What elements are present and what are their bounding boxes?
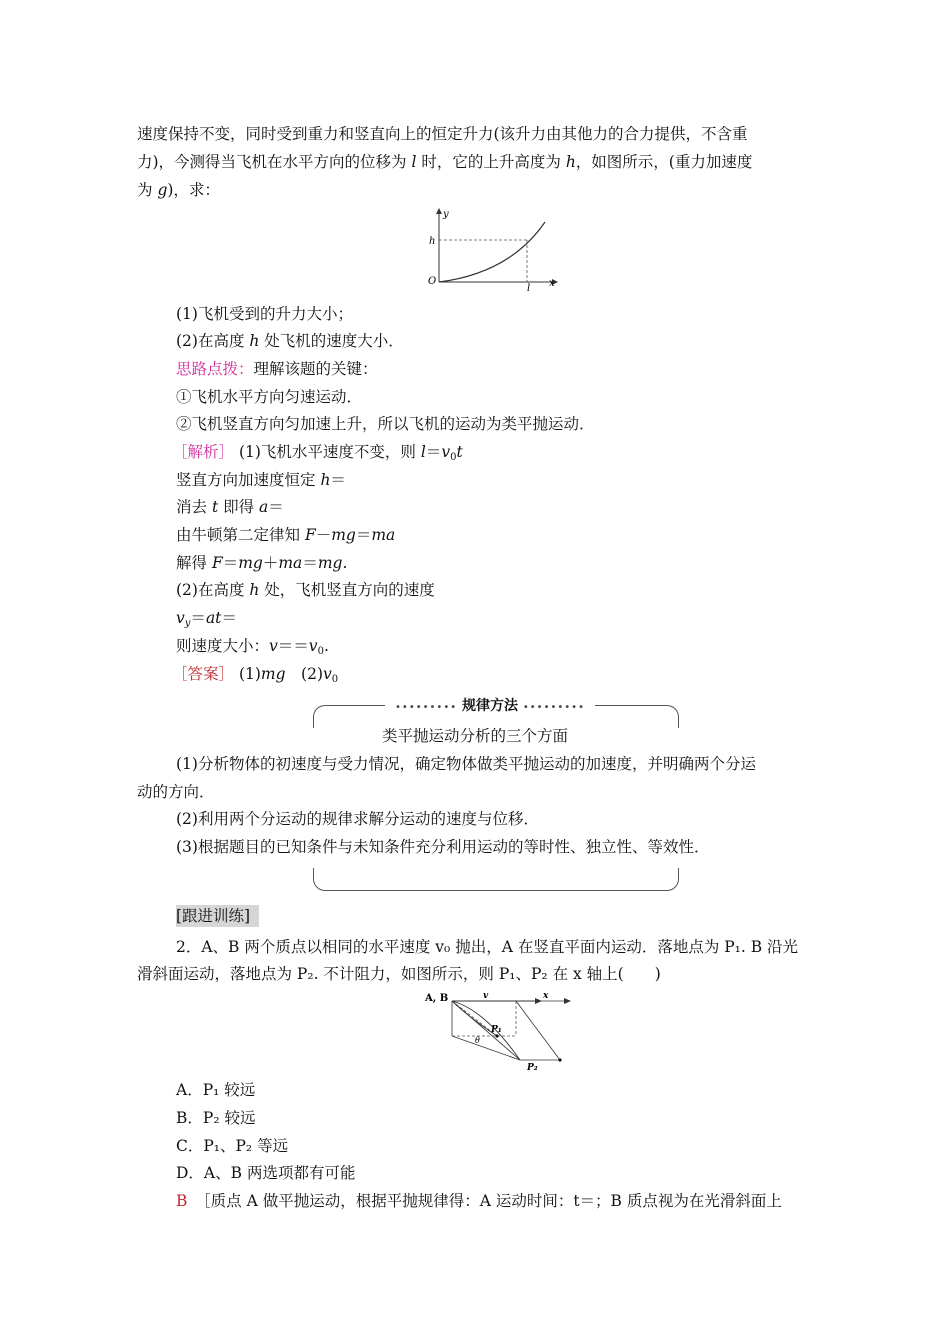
graph2-p1-label: P₁ [491, 1025, 502, 1035]
trajectory-graph [420, 205, 565, 293]
graph2-v-label: v [483, 991, 489, 1001]
method-item-3: (3)根据题目的已知条件与未知条件充分利用运动的等时性、独立性、等效性． [176, 838, 710, 856]
solution-line-1: ［解析］ (1)飞机水平速度不变，则 $l=v_0t$ [172, 443, 463, 463]
answer-line: ［答案］ (1)mg $(2)v_0$ [172, 665, 339, 685]
intro-line-2: 力)，今测得当飞机在水平方向的位移为 l 时，它的上升高度为 h，如图所示，(重力加速度 [137, 153, 753, 171]
graph1-y-label: y [443, 209, 449, 220]
option-a: A．P₁ 较远 [176, 1081, 256, 1099]
option-d: D．A、B 两选项都有可能 [176, 1164, 356, 1182]
graph1-x-label: x [549, 278, 555, 289]
solution-line-6: (2)在高度 h 处，飞机竖直方向的速度 [176, 581, 435, 599]
option-b: B．P₂ 较远 [176, 1109, 256, 1127]
hint-label: 思路点拨： [176, 360, 254, 378]
solution-line-8: 则速度大小：$v==v_0$. [176, 637, 329, 657]
graph2-x-label: x [543, 991, 549, 1001]
training-tag: [跟进训练] [176, 907, 251, 925]
solution-line-2: 竖直方向加速度恒定 h＝ [176, 471, 346, 489]
method-item-2: (2)利用两个分运动的规律求解分运动的速度与位移． [176, 810, 539, 828]
problem2-line-2: 滑斜面运动，落地点为 P₂. 不计阻力，如图所示，则 P₁、P₂ 在 x 轴上( ) [137, 965, 661, 983]
intro-line-3: 为 g)，求： [137, 181, 220, 199]
incline-diagram [425, 990, 575, 1072]
method-box-bottom [313, 868, 679, 891]
graph2-theta-label: θ [475, 1036, 480, 1045]
method-header: ••••••••• 规律方法 ••••••••• [385, 696, 595, 716]
solution-line-4: 由牛顿第二定律知 F－mg＝ma [176, 526, 396, 544]
question-2: (2)在高度 h 处飞机的速度大小． [176, 332, 404, 350]
intro-line-1: 速度保持不变，同时受到重力和竖直向上的恒定升力(该升力由其他力的合力提供，不含重 [137, 125, 748, 143]
answer2-label: B [176, 1192, 188, 1210]
graph1-l-label: l [527, 283, 531, 293]
graph2-p2-label: P₂ [527, 1063, 538, 1072]
hint-line: 思路点拨：理解该题的关键： [176, 360, 378, 378]
solution-line-5: 解得 F＝mg＋ma＝mg. [176, 554, 348, 572]
question-1: (1)飞机受到的升力大小； [176, 305, 353, 323]
graph1-h-label: h [429, 236, 436, 247]
solution-label: ［解析］ [172, 443, 235, 461]
graph2-ab-label: A, B [425, 993, 449, 1004]
graph1-origin-label: O [428, 276, 437, 287]
solution-line-3: 消去 t 即得 a＝ [176, 498, 284, 516]
answer2-line: B ［质点 A 做平抛运动，根据平抛规律得：A 运动时间：t＝；B 质点视为在光滑斜面上 [176, 1192, 782, 1210]
method-subtitle: 类平抛运动分析的三个方面 [381, 727, 568, 745]
solution-line-7: $v_y=at=$ [176, 609, 237, 629]
hint-item-1: ①飞机水平方向匀速运动． [176, 388, 363, 406]
method-item-1-line-2: 动的方向． [137, 783, 215, 801]
method-item-1-line-1: (1)分析物体的初速度与受力情况，确定物体做类平抛运动的加速度，并明确两个分运 [176, 755, 756, 773]
problem2-line-1: 2．A、B 两个质点以相同的水平速度 v₀ 抛出，A 在竖直平面内运动．落地点为 P₁. B 沿光 [176, 938, 799, 956]
hint-item-2: ②飞机竖直方向匀加速上升，所以飞机的运动为类平抛运动． [176, 415, 595, 433]
answer-label: ［答案］ [172, 665, 235, 683]
option-c: C．P₁、P₂ 等远 [176, 1137, 289, 1155]
